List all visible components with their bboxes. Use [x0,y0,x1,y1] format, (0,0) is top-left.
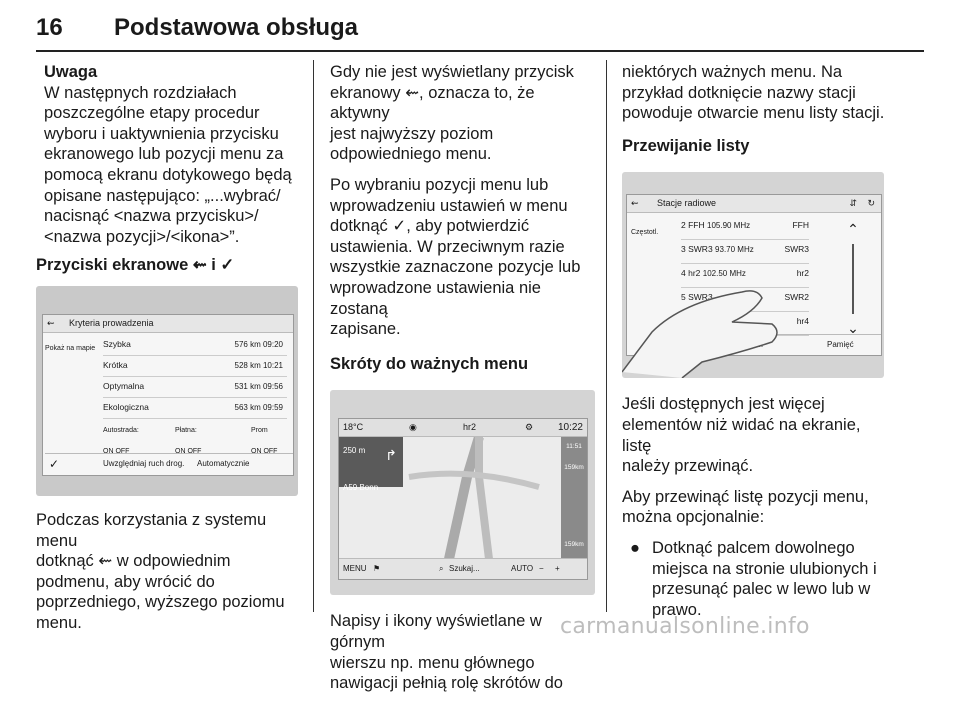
screen-title: Stacje radiowe [657,198,717,209]
figure-navigation-map [330,390,595,595]
memory-button[interactable]: Pamięć [827,340,854,350]
scroll-down-icon[interactable]: ⌄ [847,319,859,336]
speed-panel: 11:51 159km 159km [561,437,587,559]
paragraph: Podczas korzystania z systemu menu dotknąć ⇜ w odpowiednim podmenu, aby wrócić do poprzedniego, wyższego poziomu menu. [36,510,285,632]
route-info: 563 km 09:59 [234,402,283,412]
toll-options [103,421,287,455]
check-icon[interactable]: ✓ [49,456,60,471]
station-row[interactable]: 3 SWR3 93.70 MHz SWR3 [681,239,809,264]
station-row[interactable]: 4 hr2 102.50 MHz hr2 [681,263,809,288]
page-title: Podstawowa obsługa [114,14,359,41]
page-number: 16 [36,14,63,41]
screen-title-bar [43,315,293,333]
preset-button: SWR3 [784,244,809,255]
screen-title: Kryteria prowadzenia [69,317,154,328]
station-row[interactable]: 5 SWR3 SWR2 [681,287,809,312]
route-info: 528 km 10:21 [234,360,283,370]
refresh-icon[interactable]: ↻ [867,198,875,209]
navigation-screen [338,418,588,580]
location-icon[interactable]: ◉ [409,422,417,433]
scroll-up-icon[interactable]: ⌃ [847,221,859,238]
back-arrow-icon[interactable]: ⇜ [47,317,55,328]
search-button[interactable]: Szukaj... [449,564,480,574]
route-row[interactable]: Ekologiczna 563 km 09:59 [103,397,287,419]
preset-button: FFH [792,220,809,231]
route-row[interactable]: Szybka 576 km 09:20 [103,334,287,356]
preset-button: SWR2 [784,292,809,303]
section-heading: Przyciski ekranowe ⇜ i ✓ [36,256,235,275]
show-on-map-label[interactable]: Pokaż na mapie [45,344,96,352]
column-3 [622,62,892,620]
street-name: A59 Bonn [343,482,379,492]
figure-station-list [622,172,884,378]
preset-button: hr4 [796,316,809,327]
ferry-option[interactable]: Prom ON OFF [251,426,278,455]
menu-button[interactable]: MENU [343,564,367,574]
paragraph: Jeśli dostępnych jest więcej elementów niż widać na ekranie, listę należy przewinąć. [622,395,861,476]
flag-icon[interactable]: ⚑ [373,564,381,574]
note-title: Uwaga [44,63,98,81]
column-2 [330,62,595,704]
bottom-bar [339,558,587,579]
paragraph: Gdy nie jest wyświetlany przycisk ekranowy ⇜, oznacza to, że aktywny jest najwyższy poziom odpowiedniego menu. [330,63,574,164]
column-divider [606,60,607,612]
station-row[interactable]: 2 FFH 105.90 MHz FFH [681,215,809,240]
page-header [0,0,960,56]
screen-title-bar [627,195,881,213]
paragraph: Po wybraniu pozycji menu lub wprowadzeniu ustawień w menu dotknąć ✓, aby potwierdzić ustawienia. W przeciwnym razie wszystkie zaznaczone pozycje lub wprowadzone ustawienia nie zostaną zapisane. [330,175,581,339]
clock: 10:22 [557,422,583,434]
route-row[interactable]: Optymalna 531 km 09:56 [103,376,287,398]
temperature: 18°C [343,422,364,433]
route-row[interactable]: Krótka 528 km 10:21 [103,355,287,377]
swipe-hand-illustration [622,262,802,378]
status-bar [339,419,587,437]
scroll-controls [833,219,873,336]
traffic-option[interactable]: Uwzględniaj ruch drog. [103,458,185,468]
highway-option[interactable]: Autostrada: ON OFF [103,426,139,455]
back-arrow-icon[interactable]: ⇜ [631,198,639,209]
paragraph: Aby przewinąć listę pozycji menu, można opcjonalnie: [622,487,869,527]
section-heading: Przewijanie listy [622,136,750,155]
auto-zoom-button[interactable]: AUTO [511,564,534,574]
paragraph: niektórych ważnych menu. Na przykład dotknięcie nazwy stacji powoduje otwarcie menu listy stacji. [622,63,885,123]
map-roads[interactable] [339,437,587,559]
paragraph: Napisy i ikony wyświetlane w górnym wierszu np. menu głównego nawigacji pełnią rolę skrótów do [330,612,563,693]
toll-option[interactable]: Płatna: ON OFF [175,426,202,455]
section-heading: Skróty do ważnych menu [330,354,529,373]
preset-button: hr2 [796,268,809,279]
route-info: 531 km 09:56 [234,381,283,391]
zoom-in-icon[interactable]: + [555,564,560,574]
turn-right-icon: ↱ [385,447,397,464]
header-rule [36,50,924,52]
bullet-item: ● Dotknąć palcem dowolnego miejsca na stronie ulubionych i przesunąć palec w lewo lub w prawo. [630,538,877,619]
bullet-dot: ● [630,538,640,557]
search-icon[interactable]: ⌕ [439,564,444,574]
station-shortcut[interactable]: hr2 [463,422,477,433]
screen-bottom-bar [45,453,293,474]
zoom-out-icon[interactable]: − [539,564,544,574]
scrollbar[interactable] [852,244,854,314]
route-info: 576 km 09:20 [234,339,283,349]
figure-route-criteria [36,286,298,496]
note-text: W następnych rozdziałach poszczególne etapy procedur wyboru i uaktywnienia przycisku ekranowego lub pozycji menu za pomocą ekranu dotykowego będą opisane następująco: „...wybrać/ nacisnąć <nazwa przycisku>/ <nazwa pozycji>/<ikona>”. [44,83,292,246]
auto-option[interactable]: Automatycznie [197,458,250,468]
turn-distance: 250 m [343,446,366,456]
column-divider [313,60,314,612]
watermark: carmanualsonline.info [560,614,810,639]
route-criteria-screen [42,314,294,476]
note-block [44,62,298,247]
tune-icon[interactable]: ⇵ [849,198,857,209]
frequency-label[interactable]: Częstotl. [631,229,659,237]
column-1 [36,62,298,644]
settings-icon[interactable]: ⚙ [525,422,534,433]
